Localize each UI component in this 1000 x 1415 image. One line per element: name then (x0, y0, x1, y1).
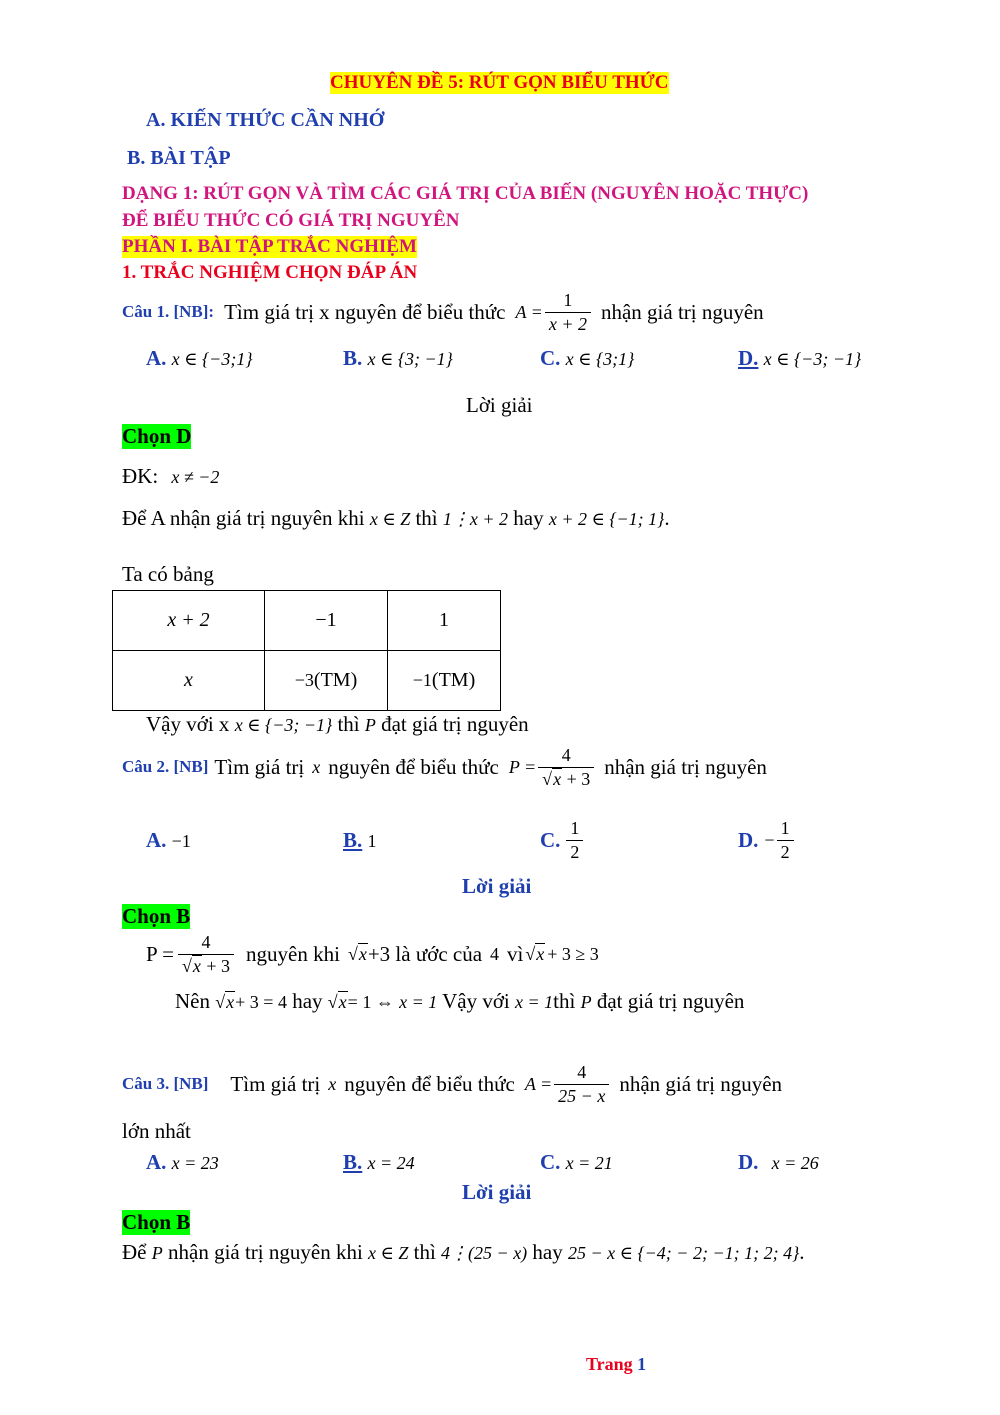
q3-option-c[interactable] (540, 1150, 613, 1175)
q3-s-var: P (151, 1243, 163, 1263)
q3-option-b-letter: B. (343, 1150, 363, 1174)
q1-conc-math: x ∈ {−3; −1} (234, 715, 333, 735)
q2-s1-num: 4 (201, 932, 211, 952)
q1-option-c-value: x ∈ {3;1} (565, 349, 635, 369)
section-b-heading: B. BÀI TẬP (127, 147, 231, 169)
q2-var: x (312, 756, 321, 777)
q2-s1-lhs: P = (146, 941, 174, 966)
q2-option-d-sign: − (764, 829, 775, 850)
q3-option-d[interactable] (738, 1150, 819, 1175)
q3-s-text-c: thì (413, 1240, 436, 1264)
table-cell: x + 2 (113, 591, 265, 651)
sub-heading: 1. TRẮC NGHIỆM CHỌN ĐÁP ÁN (122, 262, 418, 283)
q1-cond-period: . (664, 506, 670, 530)
question-3-text2: nguyên để biểu thức (344, 1071, 515, 1096)
q2-s1-den-radicand: x (192, 955, 201, 976)
q2-s1-den-rest: + 3 (206, 955, 231, 976)
q2-option-c-den: 2 (566, 840, 583, 863)
question-2-label: Câu 2. [NB] (122, 757, 209, 777)
question-2-text-after: nhận giá trị nguyên (604, 754, 767, 779)
question-3-text-line2: lớn nhất (122, 1119, 191, 1143)
q2-option-b[interactable] (343, 828, 377, 853)
q1-table-intro: Ta có bảng (122, 562, 214, 586)
q2-s1-radicand-2: x (536, 943, 545, 964)
q1-conc-text-c: đạt giá trị nguyên (381, 712, 529, 736)
q3-option-d-letter: D. (738, 1150, 759, 1174)
question-2 (122, 745, 767, 789)
footer-page-number: 1 (637, 1354, 647, 1374)
q2-option-b-value: 1 (367, 831, 377, 851)
q3-s-math-1: x ∈ Z (368, 1243, 409, 1263)
q2-s1-four: 4 (490, 943, 500, 964)
q2-option-b-letter: B. (343, 828, 363, 852)
q2-s1-radicand: x (358, 943, 367, 964)
q2-option-d[interactable] (738, 818, 796, 862)
question-3-text: Tìm giá trị (230, 1071, 321, 1096)
q1-option-d[interactable] (738, 346, 861, 371)
q2-frac-den: √x + 3 (538, 767, 594, 790)
q3-s-text-d: hay (532, 1240, 563, 1264)
q1-conc-var: P (364, 715, 376, 735)
q2-option-a[interactable] (146, 828, 191, 853)
q2-s2-math-2: = 1 ⇔ (347, 992, 394, 1012)
q1-cond-text-a: Để A nhận giá trị nguyên khi (122, 506, 365, 530)
question-1-text-after: nhận giá trị nguyên (600, 299, 764, 324)
q2-option-c-num: 1 (570, 818, 580, 838)
q1-option-b[interactable] (343, 346, 453, 371)
q1-option-c-letter: C. (540, 346, 561, 370)
q2-s2-text-e: đạt giá trị nguyên (596, 989, 745, 1013)
table-cell-tag: (TM) (431, 669, 476, 691)
q2-s1-math-d: + 3 ≥ 3 (547, 943, 599, 964)
section-a-heading: A. KIẾN THỨC CẦN NHỚ (146, 109, 385, 131)
q2-s2-radicand-2: x (338, 992, 347, 1012)
q3-option-c-letter: C. (540, 1150, 561, 1174)
q2-s1-text-b: +3 là ước của (367, 941, 483, 966)
q2-option-c-fraction (566, 818, 583, 862)
question-3-text-after: nhận giá trị nguyên (619, 1071, 783, 1096)
q2-s2-text-d: thì (553, 989, 576, 1013)
q1-dk-value: x ≠ −2 (171, 467, 220, 487)
question-3-label: Câu 3. [NB] (122, 1074, 209, 1094)
q1-conclusion (146, 712, 529, 737)
question-1-label: Câu 1. [NB]: (122, 302, 215, 322)
table-cell: −1 (265, 591, 388, 651)
footer-word: Trang (586, 1354, 633, 1374)
table-cell-tag: (TM) (313, 669, 358, 691)
q2-answer: Chọn B (122, 904, 191, 928)
q1-cond-text-b: thì (415, 506, 438, 530)
page-footer (586, 1354, 646, 1375)
q2-fraction (538, 745, 594, 789)
table-cell: 1 (388, 591, 501, 651)
q1-option-a[interactable] (146, 346, 253, 371)
table-cell: x (113, 651, 265, 711)
q2-expr-lhs: P = (508, 756, 537, 777)
q1-option-a-letter: A. (146, 346, 167, 370)
q3-expr-lhs: A = (524, 1073, 553, 1094)
q3-option-a[interactable] (146, 1150, 219, 1175)
q3-option-c-value: x = 21 (565, 1153, 613, 1173)
phan-heading: PHẦN I. BÀI TẬP TRẮC NGHIỆM (122, 236, 417, 257)
q3-option-b-value: x = 24 (367, 1153, 415, 1173)
q2-solution-line1: P = $\frac{4}{√x + 3}$ nguyên khi √x +3 là ước của 4 vì √x + 3 ≥ 3 (146, 932, 599, 976)
q1-condition-line (122, 506, 670, 531)
table-cell (265, 651, 388, 711)
question-1-text: Tìm giá trị x nguyên để biểu thức (224, 299, 506, 324)
q1-option-a-value: x ∈ {−3;1} (171, 349, 253, 369)
question-3 (122, 1062, 782, 1106)
q1-conc-text-b: thì (337, 712, 360, 736)
q3-var: x (328, 1073, 337, 1094)
dang-heading-line1: DẠNG 1: RÚT GỌN VÀ TÌM CÁC GIÁ TRỊ CỦA BIẾN (NGUYÊN HOẶC THỰC) (122, 183, 809, 204)
q3-option-d-value: x = 26 (771, 1153, 819, 1173)
q1-cond-text-c: hay (513, 506, 544, 530)
q2-s2-radicand: x (226, 992, 235, 1012)
q3-frac-den: 25 − x (554, 1084, 609, 1107)
q1-frac-num: 1 (563, 290, 573, 310)
q3-s-text-a: Để (122, 1240, 147, 1264)
table-row (113, 591, 501, 651)
q3-fraction (554, 1062, 609, 1106)
q2-s2-math-3: x = 1 (399, 992, 438, 1012)
q2-frac-den-radicand: x (553, 768, 562, 789)
q3-s-math-2: 4⋮(25 − x) (441, 1243, 528, 1263)
q3-solution-line (122, 1240, 805, 1265)
q2-option-c-letter: C. (540, 827, 561, 852)
q2-solution-line2: Nên √x+ 3 = 4 hay √x= 1 ⇔ x = 1 Vậy với x = 1thì P đạt giá trị nguyên (175, 989, 745, 1013)
q3-s-text-b: nhận giá trị nguyên khi (168, 1240, 363, 1264)
table-cell (388, 651, 501, 711)
q1-cond-math-3: x + 2 ∈ {−1; 1} (548, 509, 665, 529)
q2-option-d-fraction (777, 818, 794, 862)
q2-option-a-value: −1 (171, 831, 191, 851)
q1-cond-math-1: x ∈ Z (369, 509, 411, 529)
q2-frac-den-rest: + 3 (566, 768, 591, 789)
q3-option-a-value: x = 23 (171, 1153, 219, 1173)
q1-cond-math-2: 1⋮x + 2 (442, 509, 509, 529)
q2-solution-label: Lời giải (462, 874, 532, 898)
q2-s2-text-b: hay (292, 989, 323, 1013)
q2-s1-fraction (178, 932, 234, 976)
q3-s-math-3: 25 − x ∈ {−4; − 2; −1; 1; 2; 4} (568, 1243, 800, 1263)
q1-answer: Chọn D (122, 424, 192, 448)
q1-solution-label: Lời giải (466, 393, 533, 417)
q1-option-b-value: x ∈ {3; −1} (367, 349, 453, 369)
q3-frac-num: 4 (577, 1062, 587, 1082)
q1-dk-line (122, 464, 219, 489)
q1-dk-label: ĐK: (122, 464, 159, 488)
q2-s2-text-a: Nên (175, 989, 210, 1013)
q2-s1-den: √x + 3 (178, 954, 234, 977)
q1-expr-lhs: A = (515, 301, 543, 322)
q3-option-a-letter: A. (146, 1150, 167, 1174)
q1-option-c[interactable] (540, 346, 634, 371)
q3-answer: Chọn B (122, 1210, 191, 1234)
question-2-text2: nguyên để biểu thức (328, 754, 499, 779)
q1-frac-den: x + 2 (545, 312, 591, 335)
table-cell-value: −1 (412, 670, 432, 690)
q2-s1-text-c: vì (507, 941, 524, 966)
q2-option-a-letter: A. (146, 828, 167, 852)
q2-s2-text-c: Vậy với (442, 989, 510, 1013)
q2-s2-var: P (580, 992, 592, 1012)
q2-s1-text-a: nguyên khi (246, 941, 340, 966)
table-cell-value: −3 (294, 670, 314, 690)
dang-heading-line2: ĐỂ BIỂU THỨC CÓ GIÁ TRỊ NGUYÊN (122, 210, 460, 231)
q2-s2-math-1: + 3 = 4 (235, 992, 287, 1012)
q2-option-d-den: 2 (777, 840, 794, 863)
table-row (113, 651, 501, 711)
q1-fraction (545, 290, 591, 334)
page-title: CHUYÊN ĐỀ 5: RÚT GỌN BIỂU THỨC (330, 72, 669, 93)
q1-value-table (112, 590, 501, 711)
q1-option-b-letter: B. (343, 346, 363, 370)
question-1 (122, 290, 764, 334)
q3-solution-label: Lời giải (462, 1180, 532, 1204)
q2-option-d-num: 1 (780, 818, 790, 838)
q2-s2-math-4: x = 1 (515, 992, 554, 1012)
q1-option-d-value: x ∈ {−3; −1} (763, 349, 862, 369)
question-2-text: Tìm giá trị (214, 754, 305, 779)
q2-option-c[interactable] (540, 818, 585, 862)
q1-option-d-letter: D. (738, 346, 759, 370)
q3-s-period: . (799, 1240, 805, 1264)
q1-conc-text-a: Vậy với x (146, 712, 230, 736)
q2-frac-num: 4 (561, 745, 571, 765)
q2-option-d-letter: D. (738, 827, 759, 852)
q3-option-b[interactable] (343, 1150, 415, 1175)
